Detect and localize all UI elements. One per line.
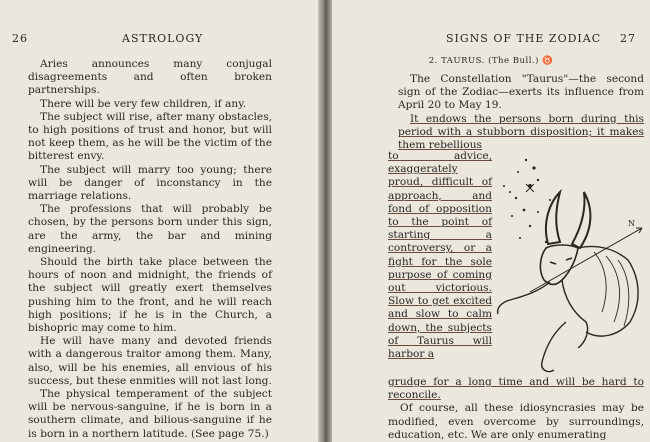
paragraph: The subject will marry too young; there will be danger of inconstancy in the marriage relations. bbox=[28, 163, 272, 203]
running-head: SIGNS OF THE ZODIAC bbox=[446, 32, 602, 45]
wrapped-text-column bbox=[388, 150, 492, 361]
paragraph: Of course, all these idiosyncrasies may be modified, even overcome by surroundings, education, etc. We are only enumerating bbox=[388, 402, 644, 441]
left-page bbox=[0, 0, 318, 442]
paragraph: The subject will rise, after many obstacles, to high positions of trust and honor, but will not keep them, as he will be the victim of the bitterest envy. bbox=[28, 110, 272, 163]
intro-text bbox=[398, 73, 644, 152]
paragraph: The physical temperament of the subject will be nervous-sanguine, if he is born in a southern climate, and bilious-sanguine if he is born in a northern latitude. (See page 75.) bbox=[28, 388, 272, 440]
paragraph: There will be very few children, if any. bbox=[40, 97, 247, 110]
section-heading: 2. TAURUS. (The Bull.) ♉ bbox=[428, 56, 554, 66]
paragraph: It endows the persons born during this period with a stubborn disposition; it makes them rebellious bbox=[398, 112, 644, 152]
left-body-text bbox=[28, 58, 272, 441]
paragraph: Should the birth take place between the hours of noon and midnight, the friends of the subject will greatly exert themselves pushing him to the front, and he will reach high positions; if he is in the Church, a bishopric may come to him. bbox=[28, 256, 272, 335]
paragraph: to advice, exaggerately proud, difficult of approach, and fond of opposition to the point of starting a controversy, or a fight for the sole purpose of coming out victorious. Slow to get excited and slow to calm down, the subjects of Taurus will harbor a bbox=[388, 150, 492, 361]
right-page bbox=[332, 0, 650, 442]
page-number: 26 bbox=[12, 32, 28, 45]
page-number: 27 bbox=[620, 32, 636, 45]
paragraph: Aries announces many conjugal disagreements and often broken partnerships. bbox=[28, 58, 272, 97]
north-label: N bbox=[628, 219, 635, 228]
paragraph: The professions that will probably be chosen, by the persons born under this sign, are the army, the bar and mining engineering. bbox=[28, 203, 272, 255]
bottom-text bbox=[388, 376, 644, 442]
paragraph: He will have many and devoted friends with a dangerous traitor among them. Many, also, will be his enemies, all envious of his success, but these enmities will not last long. bbox=[28, 335, 272, 387]
running-head: ASTROLOGY bbox=[122, 32, 204, 45]
book-gutter bbox=[318, 0, 332, 442]
paragraph: The Constellation "Taurus"—the second sign of the Zodiac—exerts its influence from April 20 to May 19. bbox=[398, 73, 644, 112]
paragraph: grudge for a long time and will be hard to reconcile. bbox=[388, 376, 644, 402]
taurus-bull-illustration bbox=[490, 152, 646, 376]
